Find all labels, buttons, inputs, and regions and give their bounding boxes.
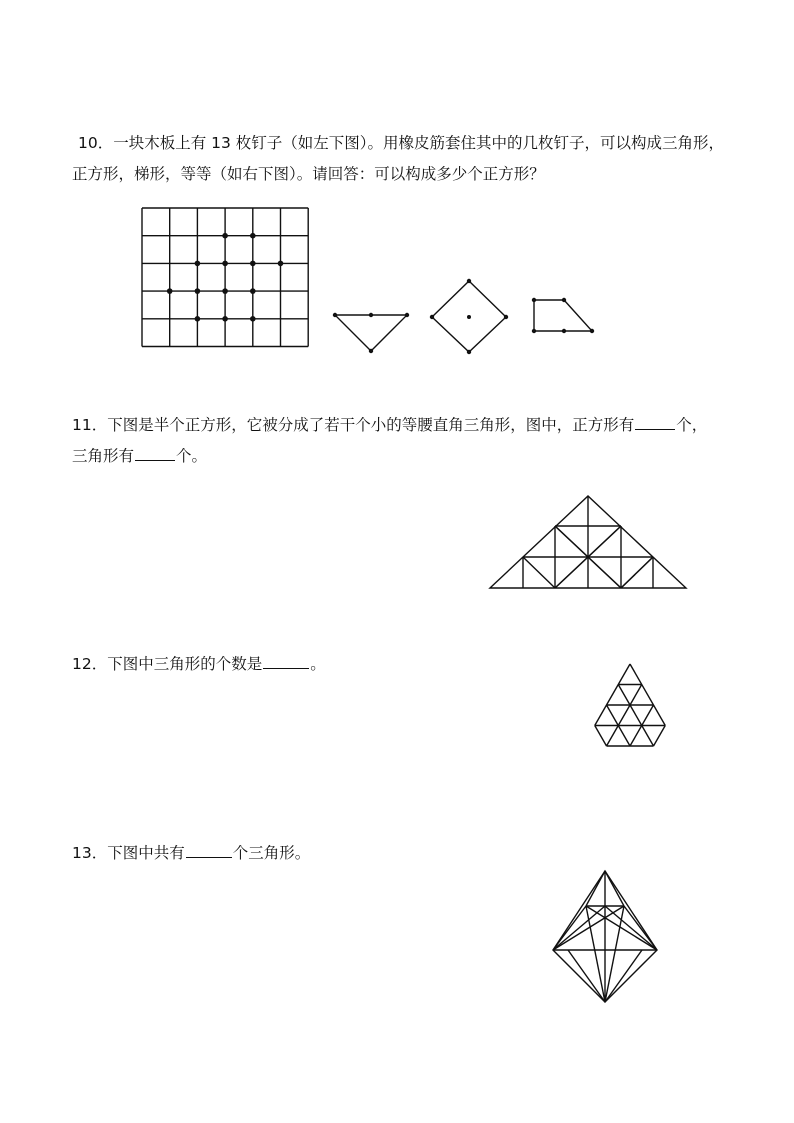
nail-dot <box>562 329 566 333</box>
lattice-line <box>607 705 619 726</box>
diamond-lines <box>553 871 657 1002</box>
answer-blank-triangles[interactable] <box>135 442 175 461</box>
nail-dot <box>590 329 594 333</box>
nail-dot <box>278 261 284 267</box>
nail-dot <box>250 233 256 239</box>
nail-dot <box>532 298 536 302</box>
nail-dot <box>250 288 256 294</box>
question-11 <box>72 410 732 472</box>
question-10-line1: 10．一块木板上有 13 枚钉子（如左下图）。用橡皮筋套住其中的几枚钉子，可以构成三角形， <box>78 134 725 152</box>
lattice-line <box>630 726 642 747</box>
question-11-text: 11．下图是半个正方形，它被分成了若干个小的等腰直角三角形，图中，正方形有 <box>72 416 635 434</box>
nail-dot <box>369 349 373 353</box>
question-11-text: 个， <box>676 416 708 434</box>
question-11-line1 <box>72 410 732 441</box>
nail-dot <box>195 288 201 294</box>
nail-dot <box>195 261 201 267</box>
nail-dot <box>195 316 201 322</box>
question-13-text: 个三角形。 <box>232 844 311 862</box>
nail-dot <box>222 316 228 322</box>
trapezoid-example-figure <box>529 296 597 336</box>
nail-dot <box>167 288 173 294</box>
trapezoid-shape <box>534 300 592 331</box>
diamond-figure <box>553 870 661 1004</box>
answer-blank-triangle-count[interactable] <box>263 650 309 669</box>
nail-dot <box>430 315 434 319</box>
question-10 <box>72 128 732 190</box>
lattice-line <box>642 705 654 726</box>
grid-lines <box>142 208 308 347</box>
nail-dot <box>467 350 471 354</box>
half-square-lines <box>490 496 686 588</box>
lattice-line <box>595 726 607 747</box>
lattice-line <box>642 726 654 747</box>
question-12-text: 。 <box>310 655 326 673</box>
nail-dot <box>532 329 536 333</box>
lattice-line <box>607 726 619 747</box>
nail-dot <box>333 313 337 317</box>
question-12-text: 12．下图中三角形的个数是 <box>72 655 263 673</box>
nail-dot <box>222 261 228 267</box>
triangle-lattice-figure <box>578 663 682 748</box>
question-10-line2: 正方形，梯形，等等（如右下图）。请回答：可以构成多少个正方形？ <box>72 165 545 183</box>
lattice-lines <box>595 664 666 746</box>
answer-blank-triangle-total[interactable] <box>186 839 232 858</box>
square-example-figure <box>430 279 508 355</box>
answer-blank-squares[interactable] <box>635 411 675 430</box>
half-square-figure <box>490 495 686 589</box>
question-13-text: 13．下图中共有 <box>72 844 185 862</box>
nail-dot <box>250 316 256 322</box>
nail-dot <box>405 313 409 317</box>
nail-dot <box>467 315 471 319</box>
nail-dot <box>504 315 508 319</box>
nail-dot <box>562 298 566 302</box>
question-11-text: 三角形有 <box>72 447 135 465</box>
lattice-line <box>618 726 630 747</box>
nail-board-figure <box>141 207 309 349</box>
question-13 <box>72 838 732 869</box>
triangle-shape <box>335 315 407 351</box>
nail-dot <box>369 313 373 317</box>
nail-dot <box>250 261 256 267</box>
lattice-line <box>654 726 666 747</box>
triangle-example-figure <box>333 312 409 354</box>
nail-dot <box>222 233 228 239</box>
nail-dot <box>467 279 471 283</box>
question-11-text: 个。 <box>176 447 208 465</box>
nail-dot <box>222 288 228 294</box>
question-11-line2 <box>72 441 732 472</box>
